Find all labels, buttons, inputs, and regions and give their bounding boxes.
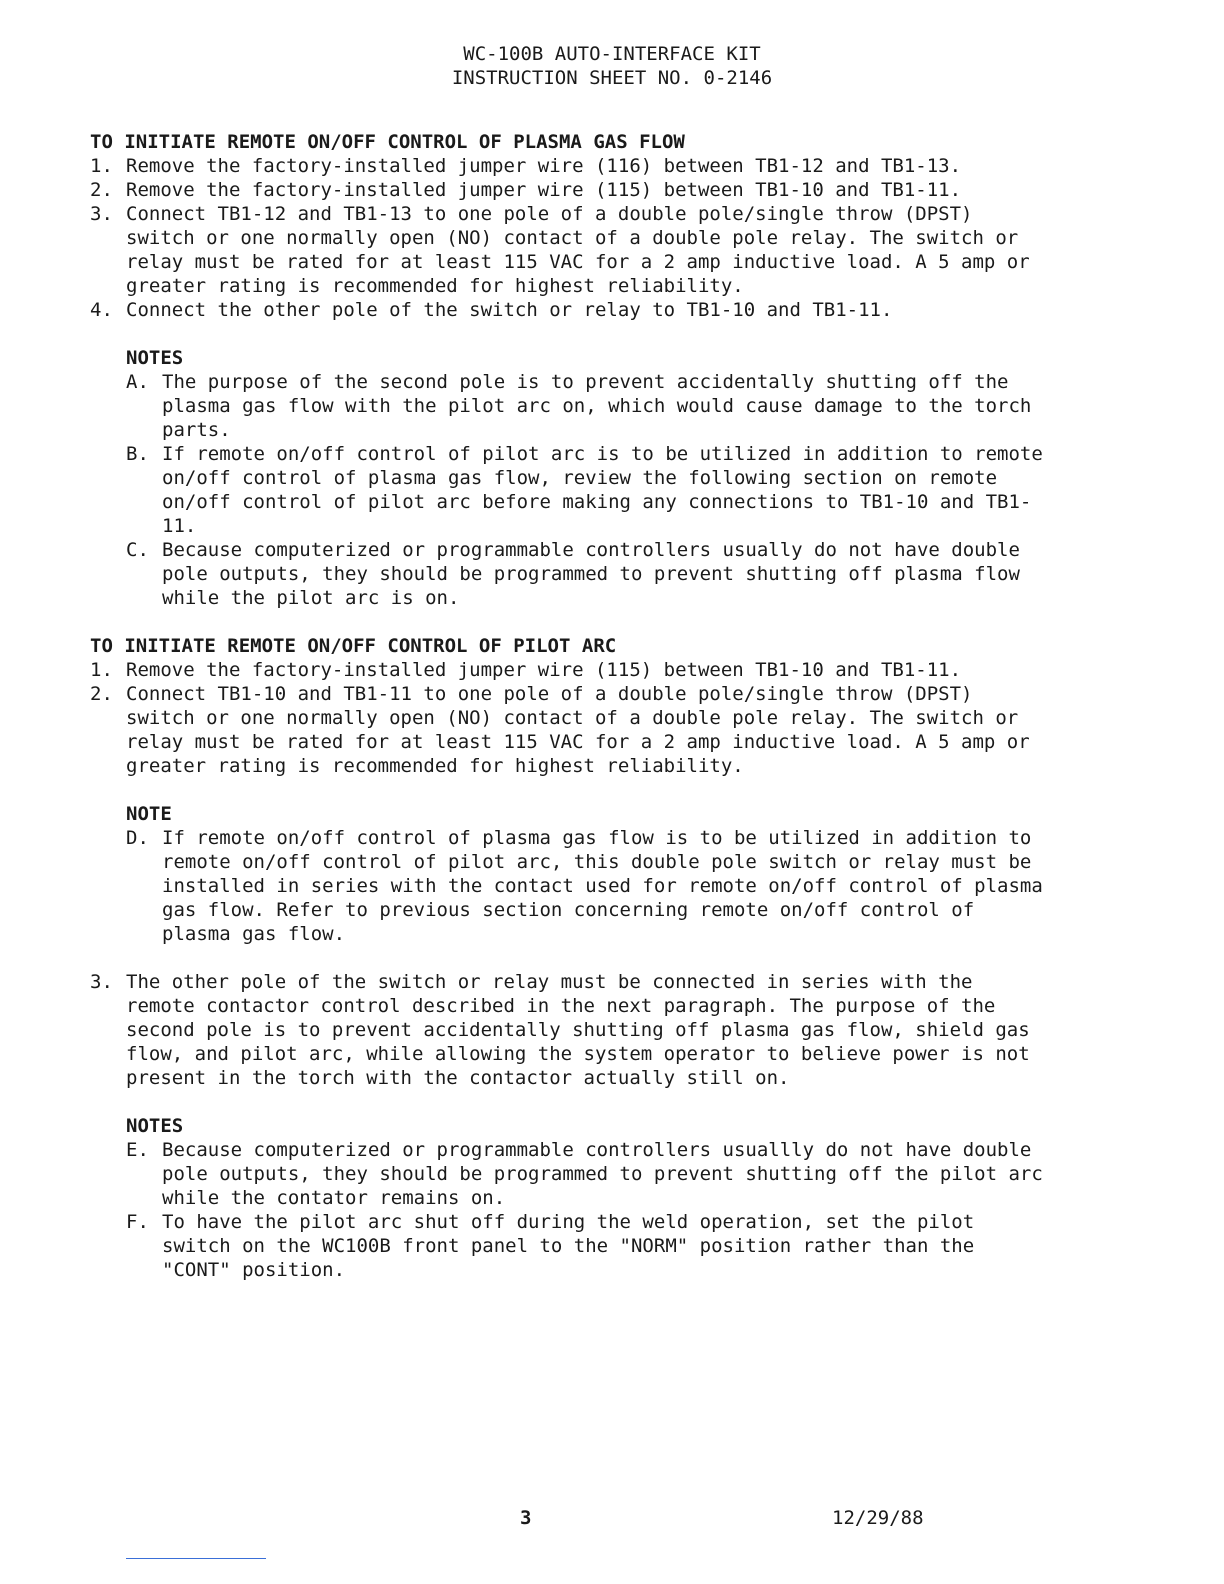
list-item [90,202,1050,298]
note-title: NOTE [126,803,172,825]
step-number: 2. [90,179,113,201]
header-title: WC-100B AUTO-INTERFACE KIT [463,43,761,65]
step-number: 2. [90,683,113,705]
list-item [90,298,1050,322]
step-text: Remove the factory-installed jumper wire (115) between TB1-10 and TB1-11. [126,179,962,201]
document-date: 12/29/88 [832,1507,924,1529]
plasma-gas-steps [90,154,1050,322]
note-text: If remote on/off control of pilot arc is to be utilized in addition to remote on/off control of plasma gas flow, review the following section on remote on/off control of pilot arc before making any connections to TB1-10 and TB1-11. [162,443,1043,537]
list-item [90,658,1050,682]
plasma-gas-notes [126,346,1050,610]
note-item [126,1138,1050,1210]
footer-rule [126,1558,266,1559]
step-number: 4. [90,299,113,321]
note-letter: E. [126,1139,149,1161]
notes-title: NOTES [126,1115,184,1137]
list-item [90,178,1050,202]
note-item [126,442,1050,538]
header-subtitle: INSTRUCTION SHEET NO. 0-2146 [451,67,773,89]
page-number: 3 [520,1507,532,1529]
document-body [90,130,1050,1306]
note-letter: F. [126,1211,149,1233]
step-text: Connect TB1-10 and TB1-11 to one pole of a double pole/single throw (DPST) switch or one normally open (NO) contact of a double pole relay. The switch or relay must be rated for at least 115 VAC for a 2 amp inductive load. A 5 amp or greater rating is recommended for highest reliability. [126,683,1030,777]
step-number: 3. [90,203,113,225]
step-text: Remove the factory-installed jumper wire (116) between TB1-12 and TB1-13. [126,155,962,177]
document-header [0,42,1224,90]
note-text: If remote on/off control of plasma gas flow is to be utilized in addition to remote on/off control of pilot arc, this double pole switch or relay must be installed in series with the contact used for remote on/off control of plasma gas flow. Refer to previous section concerning remote on/off control of plasma gas flow. [162,827,1043,945]
note-letter: B. [126,443,149,465]
section-heading-plasma-gas: TO INITIATE REMOTE ON/OFF CONTROL OF PLASMA GAS FLOW [90,131,685,153]
step-text: Connect TB1-12 and TB1-13 to one pole of a double pole/single throw (DPST) switch or one normally open (NO) contact of a double pole relay. The switch or relay must be rated for at least 115 VAC for a 2 amp inductive load. A 5 amp or greater rating is recommended for highest reliability. [126,203,1030,297]
step-number: 1. [90,155,113,177]
step-text: Connect the other pole of the switch or relay to TB1-10 and TB1-11. [126,299,893,321]
step-text: Remove the factory-installed jumper wire (115) between TB1-10 and TB1-11. [126,659,962,681]
pilot-arc-steps [90,658,1050,778]
note-item [126,370,1050,442]
pilot-arc-notes [126,1114,1050,1282]
list-item [90,970,1050,1090]
section-heading-pilot-arc: TO INITIATE REMOTE ON/OFF CONTROL OF PILOT ARC [90,635,617,657]
note-letter: D. [126,827,149,849]
note-item [126,538,1050,610]
note-text: To have the pilot arc shut off during the weld operation, set the pilot switch on the WC100B front panel to the "NORM" position rather than the "CONT" position. [162,1211,975,1281]
pilot-arc-note [126,802,1050,946]
list-item [90,154,1050,178]
note-text: Because computerized or programmable controllers usuallly do not have double pole outputs, they should be programmed to prevent shutting off the pilot arc while the contator remains on. [162,1139,1043,1209]
notes-title: NOTES [126,347,184,369]
note-text: Because computerized or programmable controllers usually do not have double pole outputs, they should be programmed to prevent shutting off plasma flow while the pilot arc is on. [162,539,1020,609]
note-letter: C. [126,539,149,561]
note-item [126,1210,1050,1282]
note-text: The purpose of the second pole is to prevent accidentally shutting off the plasma gas flow with the pilot arc on, which would cause damage to the torch parts. [162,371,1032,441]
pilot-arc-step-3 [90,970,1050,1090]
step-number: 1. [90,659,113,681]
list-item [90,682,1050,778]
step-text: The other pole of the switch or relay must be connected in series with the remote contactor control described in the next paragraph. The purpose of the second pole is to prevent accidentally shutting off plasma gas flow, shield gas flow, and pilot arc, while allowing the system operator to believe power is not present in the torch with the contactor actually still on. [126,971,1030,1089]
note-item [126,826,1050,946]
step-number: 3. [90,971,113,993]
note-letter: A. [126,371,149,393]
